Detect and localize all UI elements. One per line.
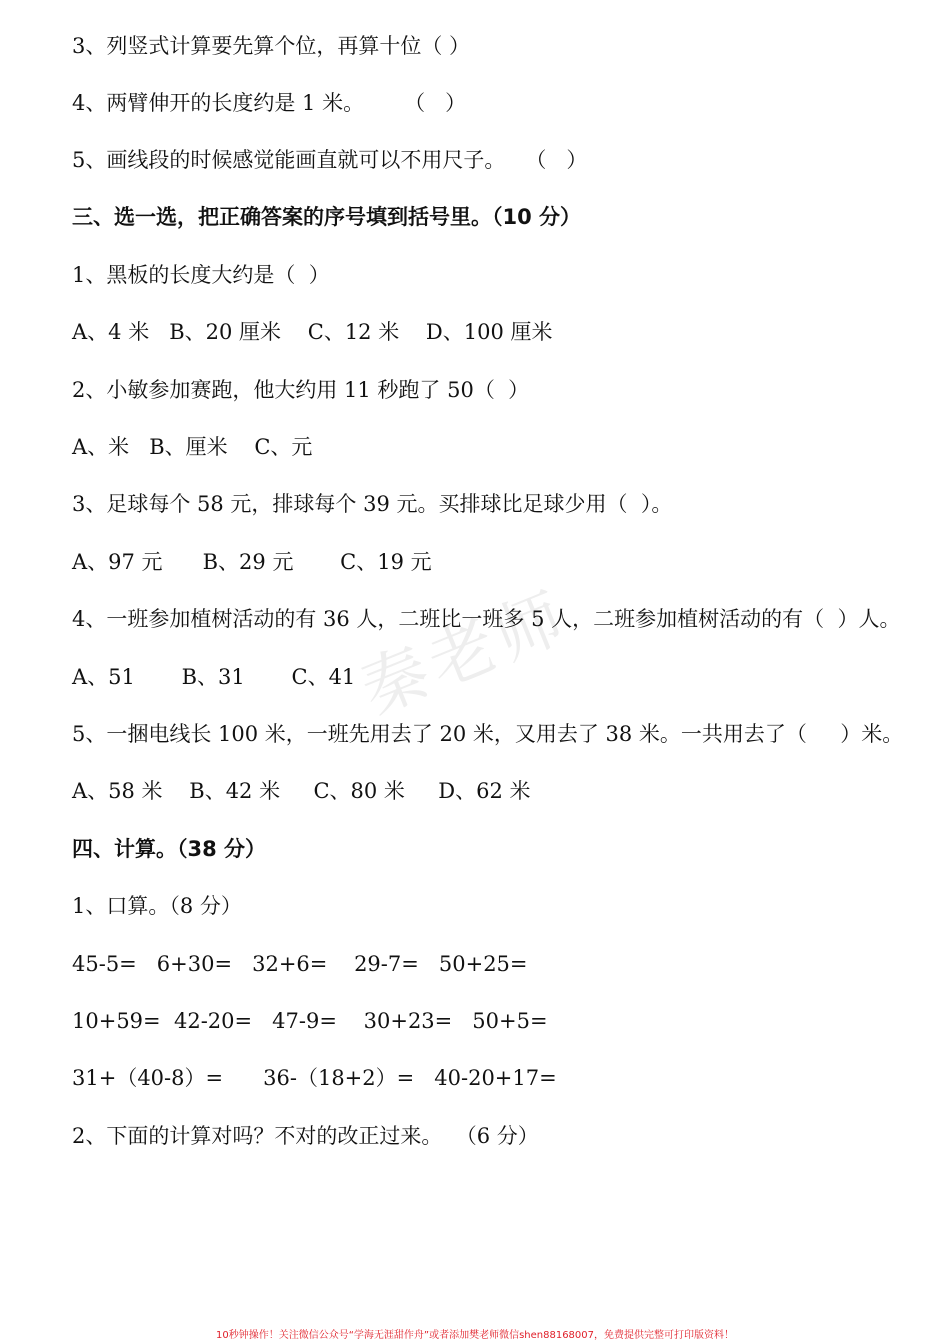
choice-question-4: 4、一班参加植树活动的有 36 人，二班比一班多 5 人，二班参加植树活动的有（ ）人。 (72, 607, 901, 631)
choice-question-5: 5、一捆电线长 100 米，一班先用去了 20 米，又用去了 38 米。一共用去了（ ）米。 (72, 722, 904, 746)
section-heading-choice: 三、选一选，把正确答案的序号填到括号里。（10 分） (72, 205, 582, 229)
judge-item-4: 4、两臂伸开的长度约是 1 米。 （ ） (72, 91, 467, 115)
oral-calc-row-2: 10+59= 42-20= 47-9= 30+23= 50+5= (72, 1009, 548, 1033)
check-calc-title: 2、下面的计算对吗？不对的改正过来。 （6 分） (72, 1124, 539, 1148)
section-heading-calc: 四、计算。（38 分） (72, 837, 267, 861)
choice-question-2: 2、小敏参加赛跑，他大约用 11 秒跑了 50（ ） (72, 378, 530, 402)
oral-calc-title: 1、口算。（8 分） (72, 894, 242, 918)
watermark: 秦老师 (350, 576, 580, 730)
choice-options-2: A、米 B、厘米 C、元 (72, 435, 313, 459)
choice-options-5: A、58 米 B、42 米 C、80 米 D、62 米 (72, 779, 531, 803)
choice-options-3: A、97 元 B、29 元 C、19 元 (72, 550, 432, 574)
footer-notice: 10秒钟操作！关注微信公众号“学海无涯甜作舟”或者添加樊老师微信shen88168007，免费提供完整可打印版资料！ (215, 1330, 735, 1341)
judge-item-3: 3、列竖式计算要先算个位，再算十位（ ） (72, 34, 471, 58)
oral-calc-row-1: 45-5= 6+30= 32+6= 29-7= 50+25= (72, 952, 528, 976)
choice-question-3: 3、足球每个 58 元，排球每个 39 元。买排球比足球少用（ ）。 (72, 492, 673, 516)
choice-question-1: 1、黑板的长度大约是（ ） (72, 263, 330, 287)
oral-calc-row-3: 31+（40-8）= 36-（18+2）= 40-20+17= (72, 1066, 557, 1090)
judge-item-5: 5、画线段的时候感觉能画直就可以不用尺子。 （ ） (72, 148, 588, 172)
choice-options-1: A、4 米 B、20 厘米 C、12 米 D、100 厘米 (72, 320, 553, 344)
choice-options-4: A、51 B、31 C、41 (72, 665, 356, 689)
